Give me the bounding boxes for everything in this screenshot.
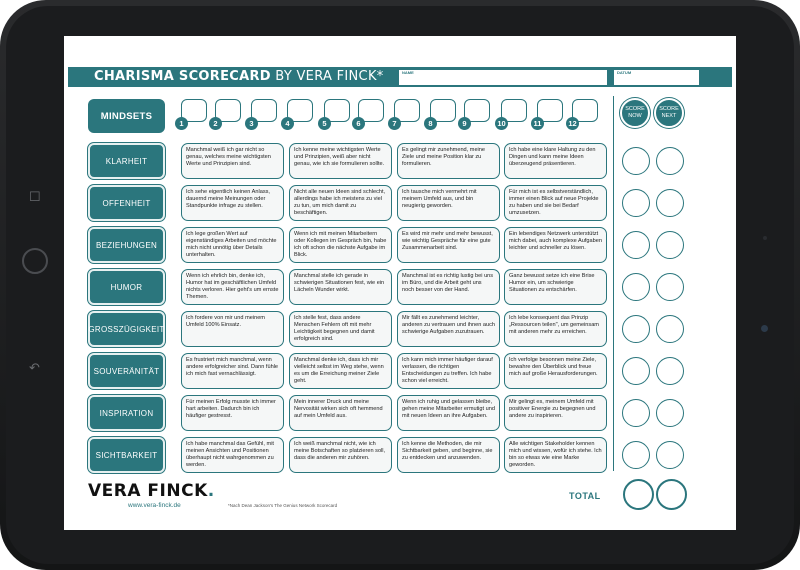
statement-cell[interactable]: Es wird mir mehr und mehr bewusst, wie wichtig Gespräche für eine gute Zusammenarbeit sind. <box>397 227 500 263</box>
score-next-circle[interactable] <box>656 399 684 427</box>
statement-cell[interactable]: Manchmal denke ich, dass ich mir vielleicht selbst im Weg stehe, wenn es um die Erreichung meiner Ziele geht. <box>289 353 392 389</box>
statement-cell[interactable]: Für meinen Erfolg musste ich immer hart arbeiten. Dadurch bin ich häufiger gestresst. <box>181 395 284 431</box>
total-score-next[interactable] <box>656 479 687 510</box>
vera-finck-logo <box>88 481 215 501</box>
logo-dot: . <box>207 481 215 501</box>
scorecard-screen <box>64 36 736 530</box>
mindset-3[interactable]: HUMOR <box>88 269 165 305</box>
date-label: DATUM <box>617 70 632 75</box>
score-now-circle[interactable] <box>622 231 650 259</box>
page-title <box>94 69 384 84</box>
statement-cell[interactable]: Mir fällt es zunehmend leichter, anderen zu vertrauen und ihnen auch schwierige Aufgaben zuzutrauen. <box>397 311 500 347</box>
home-button[interactable] <box>22 248 48 274</box>
score-next-circle[interactable] <box>656 315 684 343</box>
mindset-2[interactable]: BEZIEHUNGEN <box>88 227 165 263</box>
number-badge-12: 12 <box>566 117 579 130</box>
number-badge-4: 4 <box>281 117 294 130</box>
recent-apps-icon[interactable]: ☐ <box>29 189 41 204</box>
number-badge-11: 11 <box>531 117 544 130</box>
date-field[interactable] <box>614 70 699 85</box>
footnote: *Nach Dean Jackson's The Genius Network Scorecard <box>228 503 338 508</box>
statement-cell[interactable]: Manchmal weiß ich gar nicht so genau, welches meine wichtigsten Werte und Prinzipien sind. <box>181 143 284 179</box>
mindset-6[interactable]: INSPIRATION <box>88 395 165 431</box>
score-next-circle[interactable] <box>656 357 684 385</box>
score-now-header: SCORE NOW <box>620 98 650 128</box>
title-bar <box>68 67 732 87</box>
statement-cell[interactable]: Ein lebendiges Netzwerk unterstützt mich dabei, auch komplexe Aufgaben leichter und schneller zu lösen. <box>504 227 607 263</box>
total-label: TOTAL <box>569 491 601 501</box>
mindset-7[interactable]: SICHTBARKEIT <box>88 437 165 473</box>
front-camera <box>761 325 768 332</box>
number-badge-7: 7 <box>388 117 401 130</box>
score-next-circle[interactable] <box>656 441 684 469</box>
statement-cell[interactable]: Mein innerer Druck und meine Nervosität wirken sich oft hemmend auf mein Umfeld aus. <box>289 395 392 431</box>
statement-cell[interactable]: Ich sehe eigentlich keinen Anlass, dauernd meine Meinungen oder Standpunkte infrage zu stellen. <box>181 185 284 221</box>
statement-cell[interactable]: Mir gelingt es, meinem Umfeld mit positiver Energie zu begegnen und andere zu inspirieren. <box>504 395 607 431</box>
mindset-0[interactable]: KLARHEIT <box>88 143 165 179</box>
statement-cell[interactable]: Wenn ich ehrlich bin, denke ich, Humor hat im geschäftlichen Umfeld nichts verloren. Hier geht's um ernste Themen. <box>181 269 284 305</box>
score-divider <box>613 96 614 471</box>
statement-cell[interactable]: Ich verfolge besonnen meine Ziele, bewahre den Überblick und freue mich auf große Herausforderungen. <box>504 353 607 389</box>
title-sub: BY VERA FINCK* <box>270 69 384 84</box>
statement-cell[interactable]: Ich stelle fest, dass andere Menschen Fehlern oft mit mehr Leichtigkeit begegnen und damit erfolgreich sind. <box>289 311 392 347</box>
score-next-circle[interactable] <box>656 147 684 175</box>
mindset-1[interactable]: OFFENHEIT <box>88 185 165 221</box>
statement-cell[interactable]: Ich kenne die Methoden, die mir Sichtbarkeit geben, und beginne, sie zu entdecken und anzuwenden. <box>397 437 500 473</box>
statement-cell[interactable]: Ich tausche mich vermehrt mit meinem Umfeld aus, und bin neugierig geworden. <box>397 185 500 221</box>
score-next-circle[interactable] <box>656 231 684 259</box>
score-next-circle[interactable] <box>656 273 684 301</box>
light-sensor <box>763 236 767 240</box>
statement-cell[interactable]: Manchmal ist es richtig lustig bei uns im Büro, und die Arbeit geht uns noch besser von der Hand. <box>397 269 500 305</box>
score-now-circle[interactable] <box>622 315 650 343</box>
mindset-5[interactable]: SOUVERÄNITÄT <box>88 353 165 389</box>
statement-cell[interactable]: Ich weiß manchmal nicht, wie ich meine Botschaften so platzieren soll, dass die anderen mir zuhören. <box>289 437 392 473</box>
statement-cell[interactable]: Ich fordere von mir und meinem Umfeld 100% Einsatz. <box>181 311 284 347</box>
statement-cell[interactable]: Alle wichtigen Stakeholder kennen mich und wissen, wofür ich stehe. Ich bin so etwas wie eine Marke geworden. <box>504 437 607 473</box>
mindsets-button[interactable]: MINDSETS <box>88 99 165 133</box>
statement-cell[interactable]: Es frustriert mich manchmal, wenn andere erfolgreicher sind. Dann fühle ich mich fast vernachlässigt. <box>181 353 284 389</box>
title-main: CHARISMA SCORECARD <box>94 69 271 84</box>
score-now-circle[interactable] <box>622 399 650 427</box>
logo-text: VERA FINCK <box>88 481 208 501</box>
name-field[interactable] <box>399 70 607 85</box>
statement-cell[interactable]: Ich habe eine klare Haltung zu den Dingen und kann meine Ideen überzeugend präsentieren. <box>504 143 607 179</box>
statement-cell[interactable]: Es gelingt mir zunehmend, meine Ziele und meine Position klar zu formulieren. <box>397 143 500 179</box>
total-score-now[interactable] <box>623 479 654 510</box>
number-badge-5: 5 <box>318 117 331 130</box>
score-next-circle[interactable] <box>656 189 684 217</box>
number-badge-8: 8 <box>424 117 437 130</box>
back-icon[interactable]: ↶ <box>29 360 40 375</box>
statement-cell[interactable]: Nicht alle neuen Ideen sind schlecht, allerdings habe ich meistens zu viel zu tun, um mich damit zu beschäftigen. <box>289 185 392 221</box>
statement-cell[interactable]: Manchmal stelle ich gerade in schwierigen Situationen fest, wie ein Lächeln Wunder wirkt. <box>289 269 392 305</box>
statement-cell[interactable]: Ich kann mich immer häufiger darauf verlassen, die richtigen Entscheidungen zu treffen. Ich habe schon viel erreicht. <box>397 353 500 389</box>
score-next-header: SCORE NEXT <box>654 98 684 128</box>
score-now-circle[interactable] <box>622 147 650 175</box>
score-now-circle[interactable] <box>622 441 650 469</box>
score-now-circle[interactable] <box>622 273 650 301</box>
name-label: NAME <box>402 70 414 75</box>
number-badge-1: 1 <box>175 117 188 130</box>
website-link[interactable]: www.vera-finck.de <box>128 502 181 509</box>
number-badge-9: 9 <box>458 117 471 130</box>
score-now-circle[interactable] <box>622 189 650 217</box>
statement-cell[interactable]: Ich lebe konsequent das Prinzip „Ressourcen teilen", um gemeinsam mit anderen mehr zu erreichen. <box>504 311 607 347</box>
statement-cell[interactable]: Wenn ich ruhig und gelassen bleibe, gehen meine Mitarbeiter ermutigt und mit neuen Ideen an ihre Aufgaben. <box>397 395 500 431</box>
number-badge-2: 2 <box>209 117 222 130</box>
number-badge-3: 3 <box>245 117 258 130</box>
statement-cell[interactable]: Ich kenne meine wichtigsten Werte und Prinzipien, weiß aber nicht genau, wie ich sie formulieren sollte. <box>289 143 392 179</box>
statement-cell[interactable]: Ganz bewusst setze ich eine Brise Humor ein, um schwierige Situationen zu entschärfen. <box>504 269 607 305</box>
number-badge-6: 6 <box>352 117 365 130</box>
statement-cell[interactable]: Ich habe manchmal das Gefühl, mit meinen Ansichten und Positionen überhaupt nicht wahrgenommen zu werden. <box>181 437 284 473</box>
statement-cell[interactable]: Ich lege großen Wert auf eigenständiges Arbeiten und möchte mich nicht unnötig über Details unterhalten. <box>181 227 284 263</box>
statement-cell[interactable]: Wenn ich mit meinen Mitarbeitern oder Kollegen im Gespräch bin, habe ich oft schon die nächste Aufgabe im Blick. <box>289 227 392 263</box>
number-badge-10: 10 <box>495 117 508 130</box>
mindset-4[interactable]: GROSSZÜGIGKEIT <box>88 311 165 347</box>
score-now-circle[interactable] <box>622 357 650 385</box>
statement-cell[interactable]: Für mich ist es selbstverständlich, immer einen Blick auf neue Projekte zu haben und sie bei Bedarf umzusetzen. <box>504 185 607 221</box>
